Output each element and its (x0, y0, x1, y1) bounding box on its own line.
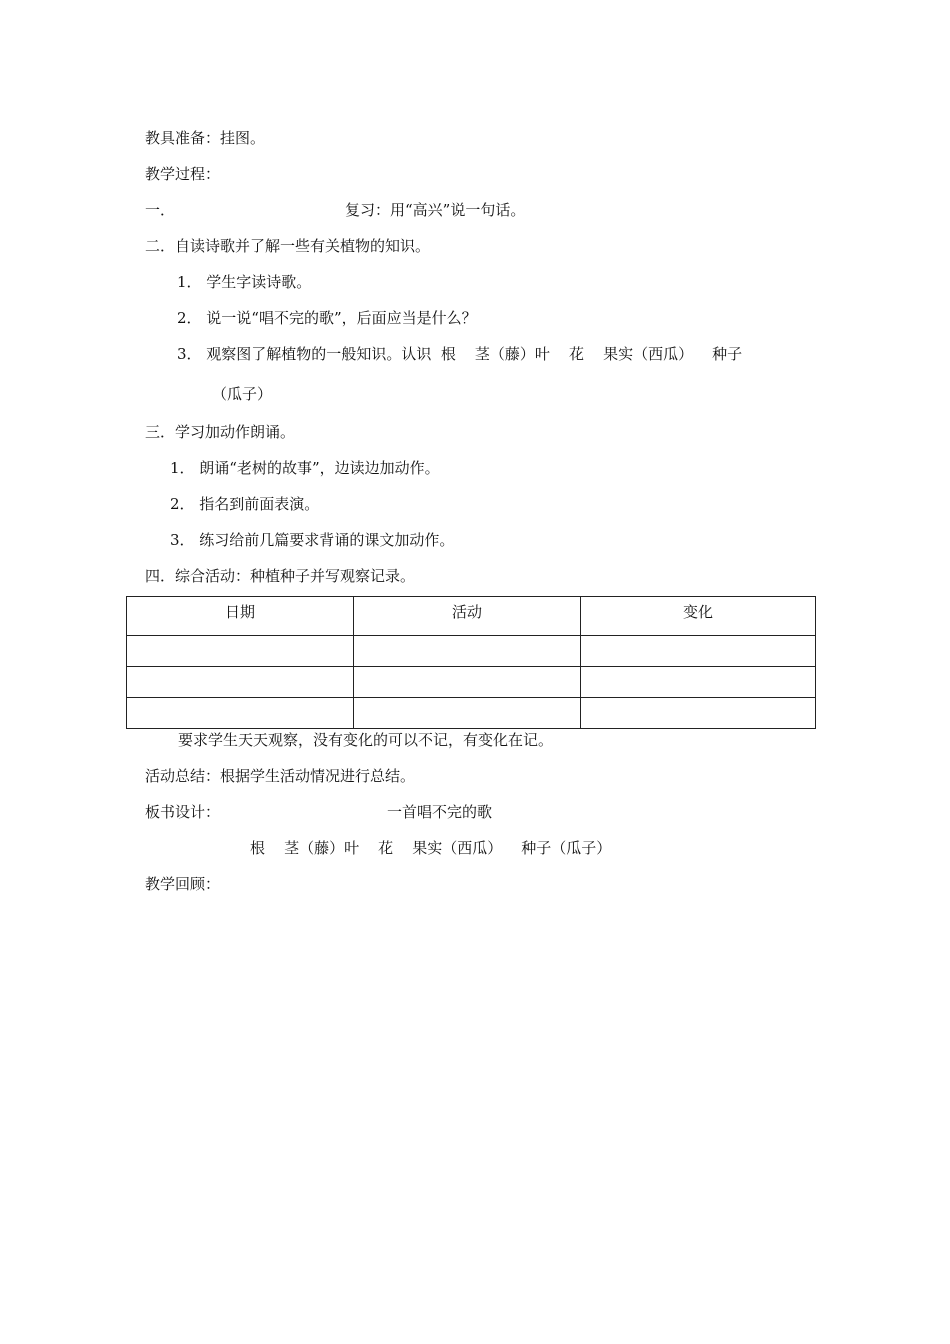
table-cell (581, 698, 816, 729)
section-3-item-3: 3． 练习给前几篇要求背诵的课文加动作。 (170, 531, 455, 549)
table-cell (354, 667, 581, 698)
table-header-row (127, 597, 816, 636)
observation-requirement: 要求学生天天观察，没有变化的可以不记，有变化在记。 (178, 731, 554, 749)
board-design-label: 板书设计： (145, 803, 221, 821)
section-3-item-2: 2． 指名到前面表演。 (170, 495, 320, 513)
table-cell (581, 636, 816, 667)
table-cell (127, 636, 354, 667)
section-3-title: 三．学习加动作朗诵。 (145, 423, 296, 441)
section-2-item-1: 1． 学生字读诗歌。 (177, 273, 312, 291)
table-cell (127, 698, 354, 729)
observation-table (126, 596, 816, 729)
teaching-aids: 教具准备：挂图。 (145, 129, 266, 147)
teaching-review-heading: 教学回顾： (145, 875, 221, 893)
table-header-activity: 活动 (354, 597, 581, 636)
teaching-process-heading: 教学过程： (145, 165, 221, 183)
table-row (127, 667, 816, 698)
board-design-title: 一首唱不完的歌 (387, 803, 493, 821)
section-2-item-3-continued: （瓜子） (212, 385, 273, 403)
section-2-title: 二．自读诗歌并了解一些有关植物的知识。 (145, 237, 431, 255)
table-cell (581, 667, 816, 698)
board-design-words: 根 茎（藤）叶 花 果实（西瓜） 种子（瓜子） (250, 839, 612, 857)
table-row (127, 636, 816, 667)
section-2-item-3: 3． 观察图了解植物的一般知识。认识 根 茎（藤）叶 花 果实（西瓜） 种子 (177, 345, 743, 363)
section-3-item-1: 1． 朗诵“老树的故事”，边读边加动作。 (170, 459, 440, 477)
table-cell (354, 698, 581, 729)
section-1-text: 复习：用“高兴”说一句话。 (345, 201, 526, 219)
table-header-change: 变化 (581, 597, 816, 636)
table-cell (127, 667, 354, 698)
section-4-title: 四．综合活动：种植种子并写观察记录。 (145, 567, 416, 585)
table-header-date: 日期 (127, 597, 354, 636)
section-2-item-2: 2． 说一说“唱不完的歌”，后面应当是什么？ (177, 309, 477, 327)
activity-summary: 活动总结：根据学生活动情况进行总结。 (145, 767, 416, 785)
table-cell (354, 636, 581, 667)
section-1-number: 一． (145, 201, 176, 219)
table-row (127, 698, 816, 729)
